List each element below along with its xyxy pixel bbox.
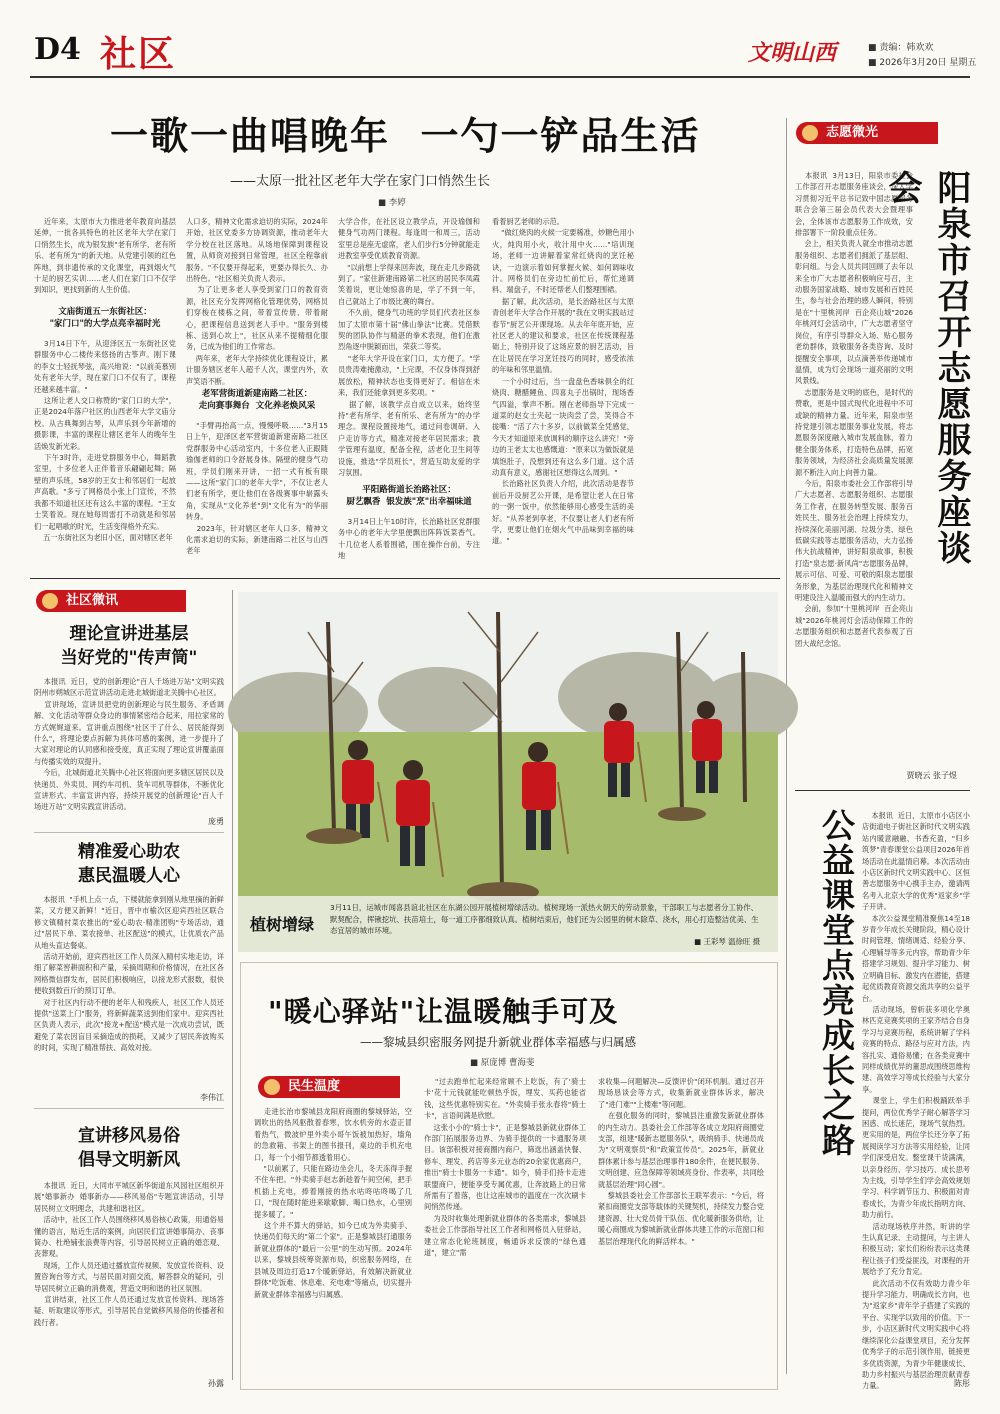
sun-icon (264, 1079, 280, 1095)
column-divider (786, 118, 787, 1374)
warm-article-authors: ■ 原庞博 曹海斐 (470, 1058, 535, 1068)
warm-article-subtitle: ——黎城县织密服务网提升新就业群体幸福感与归属感 (360, 1035, 636, 1049)
square-icon: ■ (378, 198, 389, 208)
page-header (0, 0, 1000, 78)
header-rule (30, 76, 970, 78)
news2-byline: 李伟江 (200, 1093, 224, 1102)
date-label: ■ 2026年3月20日 星期五 (868, 58, 977, 68)
main-article-col3: 大学合作，在社区设立教学点，开设瑜伽和健身气功两门课程。每逢周一和周三，活动室里总是座无虚席，老人们步行5分钟就能走进教室享受优质教育资源。 "以前想上学得来回奔波，现在走几步路就到了。"家住新建南路第二社区的居民李凤霞笑着说，更让她惊喜的是，学了不到一年，自己就站上了市级比赛的舞台。 不久前，健身气功班的学员们代表社区参加了太原市第十届"佛山拳法"比赛。凭借默契的团队协作与精湛的拳术表现，他们在激烈角逐中脱颖而出，荣获二等奖。 "老年大学开设在家门口，太方便了。"学员贵涛难掩激动，"上完课，不仅身体得到舒展放松，精神状态也变得更好了。相信在未来，我们还能拿到更多奖项。" 据了解，该教学点自成立以来，始终坚持"老有所学、老有所乐、老有所为"的办学理念。课程设置接地气，通过问卷调研、入户走访等方式，精准对接老年居民需求；教学管理有温度，配备全程，活老化卫生间等设施，推选"学员班长"，营造互助友爱的学习氛围。 (338, 217, 480, 477)
news2-body: 本报讯 "手机上点一点，下楼就能拿到刚从地里摘的新鲜菜，又方便又新鲜！"近日，晋中市榆次区迎宾西社区联合修文镇精村菜农推出的"爱心助农·精准团购"专场活动，通过"居民下单、菜农接单、社区配送"的模式，让优质农产品从地头直达餐桌。 活动开始前，迎宾西社区工作人员深入精村实地走访，详细了解菜窖耕面积和产量，采摘周期和价格情况，在社区各网格微信群发布，居民们积极响应，以接龙形式报数，很快便收到数百斤的预订订单。 对于社区内行动不便的老年人和残疾人，社区工作人员还提供"送菜上门"服务，将新鲜蔬菜送到他们家中。迎宾西社区负责人表示，此次"接龙+配送"模式是一次成功尝试，既避免了菜农因盲目采摘造成的损耗，又减少了居民奔波购买的时间，实现了精准帮扶、高效对接。 (34, 895, 224, 1053)
news3-title: 宣讲移风易俗 倡导文明新风 (78, 1126, 180, 1170)
main-article-col1b: 3月14日下午，从迎泽区五一东街社区党群服务中心二楼传来悠扬的古筝声。刚下课的李女士轻抚琴弦，高兴地说："以前美慕别处有老年大学，现在家门口不仅有了，课程还越来越丰富。" 这所让老人交口称赞的"家门口的大学"，正是2024年落户社区的山西老年大学文庙分校。从古典舞到古琴，从声乐到今年新增的摄影课，丰富的课程让辖区老年人的晚年生活焕发新光彩。 下午3时许，走进党群服务中心，舞蹈教室里，十多位老人正伴着音乐翩翩起舞；隔壁的声乐班，58岁的王女士和邻居们一起放声高歌。"多亏了网格员小张上门宣传，不然我都不知道社区还有这么丰富的课程。"王女士笑着说。现在她每周雷打不动就是和邻居们一起唱歌的时光，生活变得格外充实。 五一东街社区为老旧小区，面对辖区老年 (34, 339, 177, 542)
growth-article-byline: 陈彤 (954, 1379, 970, 1388)
volunteer-article-title: 阳泉市召开志愿服务座谈会 (882, 170, 971, 566)
main-article-col2: 人口多，精神文化需求迫切的实际，2024年开始，社区党委多方协调资源，推动老年大学分校在社区落地。从场地保障到课程设置，从师资对接到日常管理，社区全程靠前服务。"不仅要开得起来，更要办得长久、办出特色。"社区相关负责人表示。 为了让更多老人享受到家门口的教育资源，社区充分发挥网格化管理优势，网格员们穿梭在楼栋之间，带着宣传册、带着耐心，把课程信息送到老人手中。"服务到楼栋、送到心坎上"，社区从来不提精细化服务，已成为他们的工作常态。 两年来，老年大学持续优化课程设计，累计服务辖区老年人超千人次，课堂内外，欢声笑语不断。 (186, 217, 328, 386)
main-article-col2b: "手臂再抬高一点，慢慢呼吸……"3月15日上午，迎泽区老军营街道新建南路二社区党群服务中心活动室内，十多位老人正跟随瑜伽老师的口令舒展身体。隔壁的健身气功班，学员们刚来开讲，一招一式有板有眼——这所"家门口的老年大学"，不仅让老人们老有所学，更让他们在各级赛事中崭露头角，实现从"文化养老"到"文化有为"的华丽转身。 2023年，针对辖区老年人口多、精神文化需求迫切的实际，新建南路二社区与山西老年 (186, 421, 328, 556)
photo-caption-band (238, 896, 778, 952)
square-icon: ■ (470, 1058, 481, 1068)
news1-title: 理论宣讲进基层 当好党的"传声筒" (60, 624, 198, 668)
news3-byline: 孙露 (208, 1379, 224, 1388)
main-article-title: 一歌一曲唱晚年 一勺一铲品生活 (110, 114, 701, 158)
news2-title: 精准爱心助农 惠民温暖人心 (78, 842, 180, 886)
main-article-col3b: 3月14日上午10时许，长治路社区党群服务中心的老年大学里便飘出阵阵饭菜香气。十几位老人系着围裙，围在操作台前，专注地 (338, 517, 480, 561)
news3-body: 本报讯 近日，大同市平城区新华街道东风园社区组织开展"婚事新办 婚事新办——移风易俗"专题宣讲活动，引导居民树立文明理念，共建和谐社区。 活动中，社区工作人员围绕移风易俗核心政策，用通俗易懂的语言，贴近生活的案例，向居民们宣讲婚事简办、丧事简办、杜绝铺张浪费等内容，引导居民树立正确的婚恋观、丧葬观。 现场，工作人员还通过播放宣传视频、发放宣传资料、设置咨询台等方式，与居民面对面交流，解答群众的疑问，引导居民树立正确的消费观，营造文明和谐的社区氛围。 宣讲结束，社区工作人员还通过发放宣传资料、现场答疑、听取建议等形式，引导居民自觉做移风易俗的传播者和践行者。 (34, 1181, 225, 1327)
main-article-col1: 近年来，太原市大力推进老年教育向基层延伸，一批各具特色的社区老年大学在家门口悄然生长，成为银发族"老有所学、老有所乐、老有所为"的新天地。从党建引领的红色阵地，到非遗传承的文化课堂，再到烟火气十足的厨艺实训……老人们在家门口不仅学到知识，更找到新的人生价值。 (34, 217, 176, 295)
community-news-tag: 社区微讯 (36, 590, 186, 612)
volunteer-section-tag: 志愿微光 (796, 122, 938, 144)
left-rule (30, 578, 780, 579)
warm-article-col1: 走进长治市黎城县龙阳府商圈的黎城驿站，空调吹出的热风驱散着春寒，饮水机旁的水壶正冒着热气，微波炉里外卖小哥午饭被加热好，墙角的急救箱、书架上的图书报刊，桌边的手机充电口，每一个小细节都透着用心。 "以前累了，只能在路边坐会儿，冬天冻得手握不住车把。"外卖骑手赵志新趁着午间空闲，把手机插上充电，捧着刚接的热水咕咚咕咚喝了几口，"现在随时能进来歇歇脚、喝口热水，心里别提多暖了。" 这个并不算大的驿站，如今已成为外卖骑手、快递员们每天的"第二个家"。正是黎城县打通服务新就业群体的"最后一公里"的生动写照。2024年以来，黎城县统筹资源布局，织密服务网络，在县城及周边打造17个暖新驿站，有效解决新就业群体"吃饭难、休息难、充电难"等痛点，切实提升新就业群体幸福感与归属感。 (254, 1107, 413, 1299)
warm-article-title: "暖心驿站"让温暖触手可及 (268, 995, 619, 1028)
growth-article-title: 公益课堂点亮成长之路 (817, 808, 856, 1158)
news1-byline: 庞勇 (208, 817, 224, 826)
photo-credit: ■ 王彩琴 温徐旺 摄 (694, 937, 760, 946)
photo-caption: 3月11日，运城市闻喜县谊北社区在东湖公园开展植树增绿活动。植树现场一派热火朝天的劳动景象，干部职工与志愿者分工协作、默契配合，挥锹挖坑、扶苗培土，每一道工序都细致认真。植树结束后，他们还为公园里的树木除草、浇水，用心打造整洁优美、生态宜居的城市环境。 (330, 903, 759, 935)
news1-body: 本报讯 近日，党的创新理论"百人千场进万站"文明实践阴州市朔城区示范宣讲活动走进北城街道北关腾中心社区。 宣讲现场，宣讲员把党的创新理论与民生服务、矛盾调解、文化活动等群众身边的事情紧密结合起来，用拉家常的方式娓娓道来。宣讲重点围绕"社区干了什么、居民能得到什么"，将理论要点拆解为具体可感的案例，进一步提升了大家对理论的认同感和接受度，真正实现了理论宣讲覆盖面与传播实效的双提升。 今后，北城街道北关腾中心社区将面向更多辖区居民以及快递员、外卖员、网约车司机、货车司机等群体，不断优化宣讲形式、丰富宣讲内容，持续开展党的创新理论"百人千场进万站"文明实践宣讲活动。 (34, 677, 225, 812)
page-number: D4 (34, 32, 81, 67)
sun-icon (802, 125, 818, 141)
main-article-col4-text: 看着厨艺老师的示范。 "做红烧肉的火候一定要稀准，炒糖色用小火，炖肉用小火，收汁用中火……"培训现场，老师一边讲解着家常红烧肉的烹饪秘诀，一边演示着如何掌握火候、如何调味收汁。网格员们在旁边忙前忙后，帮忙递调料、端盘子，不时还帮老人们整理围裙。 据了解，此次活动，是长治路社区与太原青创老年大学合作开展的"我在文明实践站过春节"厨艺公开课现场。从去年年底开始，应社区老人的建议和要求，社区在传统课程基础上，特别开设了这场应景的厨艺活动，旨在让居民在学习烹饪技巧的同时，感受浓浓的年味和邻里温情。 一个小时过后，当一盘盘色香味俱全的红烧肉、糖醋鲤鱼、四喜丸子出锅时，现场香气四溢，掌声不断。刚在老师指导下完成一道菜的赵女士夹起一块肉尝了尝，笑得合不拢嘴："活了六十多岁，以前做菜全凭感觉，今天才知道原来放调料的顺序这么讲究！"旁边的王老太太也感慨道："原来以为做饭就是填饱肚子，没想到还有这么多门道。这个活动真有意义，感谢社区想得这么周到。" 长治路社区负责人介绍，此次活动是春节前后开设厨艺公开课，是希望让老人在日常的一粥一饭中，依然能够用心感受生活的美好。"从养老到享老，不仅要让老人们老有所学，更要让他们在烟火气中品味到幸福的味道。" (492, 217, 634, 546)
editor-label: ■ 责编：韩欢欢 (868, 43, 934, 53)
sun-icon (42, 593, 58, 609)
main-article-author: ■ 李婷 (378, 198, 406, 208)
warm-article-col3: 求收集—问题解决—反馈评价"闭环机制。通过召开现场恳谈会等方式，收集新就业群体诉求，解决了"进门难""上楼难"等问题。 在强化服务的同时，黎城县注重激发新就业群体的内生动力。县委社会工作部等各成立龙阳府商圈党支部，组建"暖新志愿服务队"，吸纳骑手、快递员成为"文明观察员"和"政策宣传员"。2025年，新就业群体累计参与基层治理事件180余件，在便民服务、文明创建、应急保障等领域亮身份、作表率，共同绘就基层治理"同心圆"。 黎城县委社会工作部部长王联军表示："今后，将紧扣商圈党支部等载体的关键契机，持续发力整合党建资源、壮大党员骨干队伍、优化暖新服务供给，让暖心商圈成为黎城新就业群体共建工作的示范窗口和基层治理现代化的鲜活样本。" (598, 1077, 765, 1246)
main-article-subhead-3: 平阳路街道长治路社区： 厨艺飘香 银发族"烹"出幸福味道 (346, 485, 472, 507)
paper-logo: 文明山西 (748, 40, 837, 66)
right-rule (795, 790, 970, 791)
square-icon: ■ (868, 43, 880, 53)
main-article-subhead-1: 文庙街道五一东街社区： "家门口"的大学点亮幸福时光 (49, 307, 161, 329)
volunteer-article-lead: 本报讯 3月13日，阳泉市委社会工作部召开志愿服务座谈会，深入学习贯彻习近平总书记致中国志愿服务联合会第三届会员代表大会暨理事会，全体该市志愿服务工作成效，安排部署下一阶段重点任务。 会上，相关负责人就全市推动志愿服务组织、志愿者们拥派了基层组、彰问组。与会人员共同回顾了去年以来全市广大志愿者积极响应号召，主动服务国家战略、城市发展和百姓民生，参与社会治理的感人瞬间，特别是在"十里桃河岸 百企亮山城"2026年桃河灯会活动中，广大志愿者坚守岗位，有序引导群众入场、贴心服务老幼群体，致敬服务各类咨询、及时提醒安全事项，以点滴善举传递城市温情，成为灯会现场一道亮丽的文明风景线。 志愿服务是文明的底色，是时代的赞歌，更是中国式现代化进程中不可或缺的精神力量。近年来，阳泉市坚持党建引领志愿服务事业发展，将志愿服务深度融入城市发展血脉，着力健全服务体系，打造特色品牌，拓宽服务领域，为经济社会高质量发展源源不断注入向上向善力量。 今后，阳泉市委社会工作部将引导广大志愿者、志愿服务组织、志愿服务工作者，在服务转型发展、服务百姓民生、服务社会治理上持续发力，持续深化美丽河湖、垃圾分类、绿色低碳实践等志愿服务活动，大力弘扬伟大抗战精神，讲好阳泉故事，积极打造"泉志愿·新风尚"志愿服务品牌，展示可信、可爱、可敬的阳泉志愿服务形象，为基层治理现代化和精神文明建设注入温暖而强大的内生动力。 会前，参加"十里桃河岸 百企亮山城"2026年桃河灯会活动保障工作的志愿服务组织和志愿者代表参观了百团大战纪念馆。 (795, 171, 913, 648)
square-icon: ■ (868, 58, 880, 68)
warm-article-col2: "过去跑单忙起来经常顾不上吃饭，有了'骑士卡'花十元钱就能吃顿热乎饭，埋发、买药也能省钱，这些优惠特别实在。"外卖骑手张永春将"骑士卡"，言语间满是欣慰。 这张小小的"骑士卡"，正是黎城县新就业群体工作部门拓展服务边界、为骑手提供的一卡通服务项目。该部积极对接商圈内商户，筛选出涵盖快餐、修车、理发、药店等多元业态的20余家优惠商户，推出"骑士卡服务一卡通"。如今，骑手们持卡走进联盟商户，便能享受专属优惠，让奔波路上的日常所需有了着落，也让这座城市的温度在一次次刷卡间悄然传递。 为及时收集处理新就业群体的各类需求，黎城县委社会工作部指导社区工作者和网格员入驻驿站，建立常态化轮班制度，畅通诉求反馈的"绿色通道"，建立"需 (424, 1077, 586, 1258)
news-divider (34, 1108, 224, 1109)
photo-label: 植树增绿 (250, 915, 315, 934)
section-name: 社区 (100, 34, 177, 75)
warm-section-tag: 民生温度 (258, 1076, 400, 1098)
news-divider (34, 832, 224, 833)
square-icon: ■ (694, 937, 704, 946)
main-article-subhead-2: 老军营街道新建南路二社区： 走向赛事舞台 文化养老焕风采 (198, 389, 316, 411)
volunteer-article-byline: 贾晓云 张子煜 (906, 771, 957, 780)
main-article-subtitle: ——太原一批社区老年大学在家门口悄然生长 (230, 174, 491, 189)
tree-planting-photo (238, 592, 778, 952)
growth-article-body: 本报讯 近日，太原市小店区小店街道电子街社区新时代文明实践站内暖意融融、书香充盈，"归乡筑梦"青春课堂公益项目2026年首场活动在此温情启幕。本次活动由小店区新时代文明实践中心、区恒善志愿服务中心携手主办，邀请两名考入北京大学的优秀"返家乡"学子开讲。 本次公益课堂精准聚焦14至18岁青少年成长关键阶段，精心设计时间管理、情绪调适、经验分享、心理辅导等多元内容，帮助青少年搭建学习规划、提升学习能力、树立明确目标、激发内在潜能，搭建起优质教育资源交流共享的公益平台。 活动现场，曾斩获多项化学奥林匹克竞赛奖项的王家齐结合自身学习与竞赛历程，系统讲解了学科竞赛的特点、路径与应对方法，内容扎实、通俗易懂；在各类竞赛中同样成绩优异的董思成围绕思维构建、高效学习等成长经验与大家分享。 课堂上，学生们积极踊跃举手提问，两位优秀学子耐心解答学习困惑、成长迷茫，现场气氛热烈。更实用的是，两位学长还分享了拓展阅读学习方法等实用经验，让同学们深受启发。整堂课干货满满，以亲身经历、学习技巧、成长思考为主线，引导学生们学会高效规划学习、科学调节压力、积极面对青春成长，为青少年成长指明方向、助力前行。 活动现场秩序井然，听讲的学生认真记录、主动提问，与主讲人积极互动；家长们纷纷表示这类课程让孩子们受益匪浅，对课程的开展给予了充分肯定。 此次活动不仅有效助力青少年提升学习能力、明确成长方向，也为"返家乡"青年学子搭建了实践的平台、实现学以致用的价值。下一步，小店区新时代文明实践中心将继续深化公益课堂项目，充分发挥优秀学子的示范引领作用，链接更多优质资源，为青少年健康成长、助力乡村振兴与基层治理贡献青春力量。 (862, 811, 970, 1391)
